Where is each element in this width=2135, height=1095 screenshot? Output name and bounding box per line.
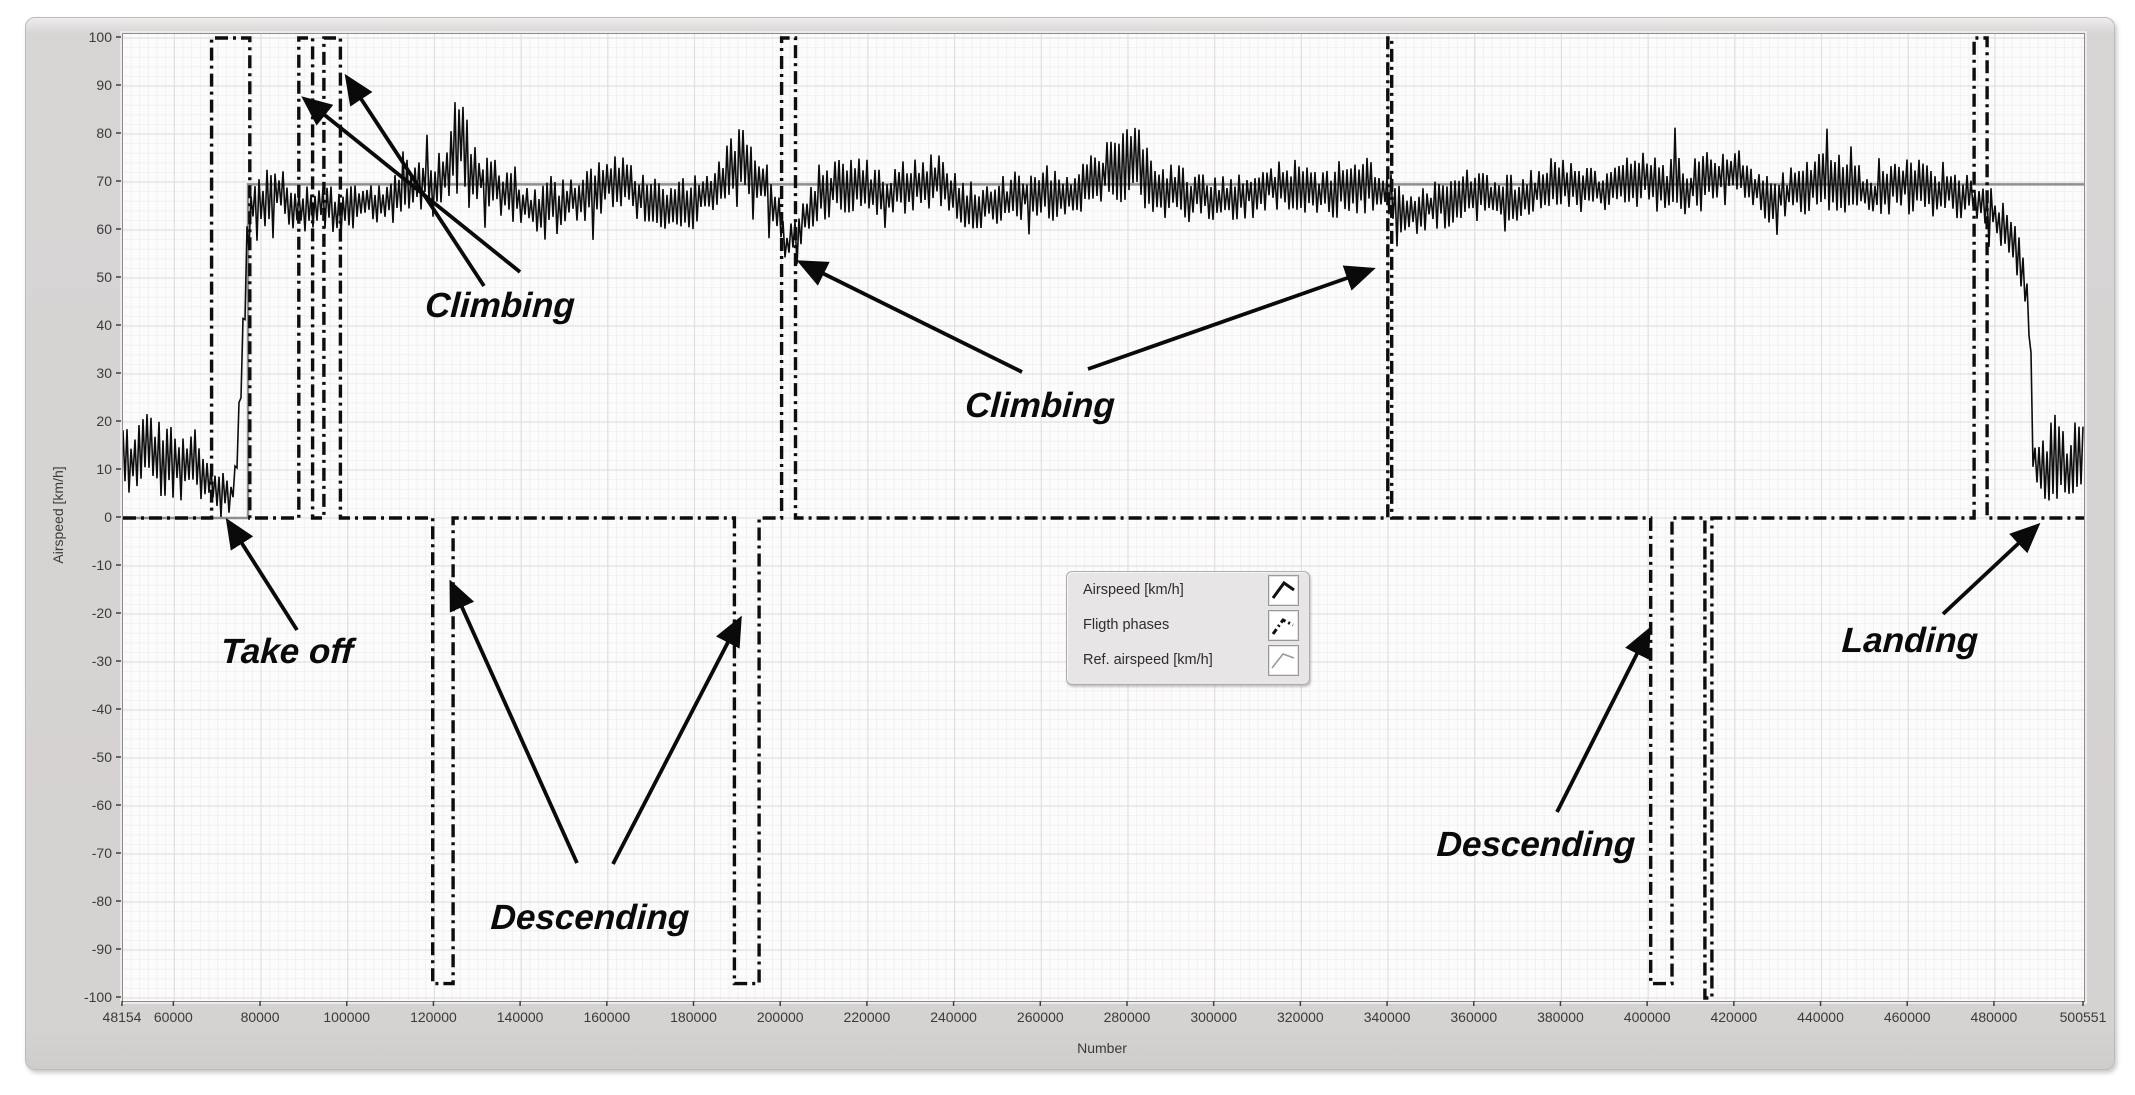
y-tick-label: -70 bbox=[91, 845, 112, 861]
x-tick-label: 280000 bbox=[1103, 1009, 1151, 1025]
y-tick-label: -20 bbox=[91, 605, 112, 621]
y-tick-label: 30 bbox=[96, 365, 112, 381]
y-tick-label: -30 bbox=[91, 653, 112, 669]
x-tick-label: 120000 bbox=[410, 1009, 457, 1025]
x-tick-label: 460000 bbox=[1883, 1009, 1931, 1025]
x-tick-label: 300000 bbox=[1190, 1009, 1238, 1025]
x-tick-label: 140000 bbox=[496, 1009, 544, 1025]
y-tick-label: 90 bbox=[96, 77, 112, 93]
y-tick-label: 40 bbox=[96, 317, 112, 333]
annotation-label-descending: Descending bbox=[1435, 825, 1637, 864]
flight-phases-line-icon[interactable] bbox=[1268, 610, 1299, 641]
x-tick-label: 160000 bbox=[583, 1009, 631, 1025]
x-axis-title: Number bbox=[1077, 1040, 1127, 1056]
y-tick-label: -60 bbox=[91, 797, 112, 813]
x-tick-label: 48154 bbox=[102, 1009, 142, 1025]
x-tick-label: 240000 bbox=[930, 1009, 977, 1025]
y-tick-label: 20 bbox=[96, 413, 112, 429]
x-tick-label: 420000 bbox=[1710, 1009, 1758, 1025]
x-tick-label: 440000 bbox=[1797, 1009, 1844, 1025]
airspeed-line-icon[interactable] bbox=[1268, 575, 1299, 606]
y-tick-label: -90 bbox=[91, 941, 112, 957]
x-tick-label: 200000 bbox=[756, 1009, 804, 1025]
x-tick-label: 80000 bbox=[240, 1009, 280, 1025]
y-tick-label: -100 bbox=[83, 989, 112, 1005]
annotation-label-climbing: Climbing bbox=[424, 286, 576, 325]
x-tick-label: 220000 bbox=[843, 1009, 891, 1025]
x-tick-label: 180000 bbox=[670, 1009, 717, 1025]
y-tick-label: 50 bbox=[96, 269, 112, 285]
y-tick-label: -10 bbox=[91, 557, 112, 573]
x-tick-label: 260000 bbox=[1016, 1009, 1064, 1025]
y-tick-label: -80 bbox=[91, 893, 112, 909]
plot-legend bbox=[1066, 571, 1310, 685]
annotation-label-landing: Landing bbox=[1840, 621, 1980, 660]
x-tick-label: 480000 bbox=[1970, 1009, 2018, 1025]
x-tick-label: 340000 bbox=[1363, 1009, 1411, 1025]
y-tick-label: 60 bbox=[96, 221, 112, 237]
plot-area bbox=[122, 33, 2085, 1002]
legend-row-flight-phases[interactable] bbox=[1067, 607, 1309, 642]
x-tick-label: 100000 bbox=[323, 1009, 371, 1025]
legend-label-airspeed: Airspeed [km/h] bbox=[1083, 581, 1184, 598]
y-tick-label: -50 bbox=[91, 749, 112, 765]
legend-row-ref-airspeed[interactable] bbox=[1067, 642, 1309, 677]
plot-canvas bbox=[123, 34, 2084, 1001]
annotation-label-take-off: Take off bbox=[219, 632, 355, 671]
x-tick-label: 500551 bbox=[2059, 1009, 2107, 1025]
y-tick-label: 70 bbox=[96, 173, 112, 189]
annotation-label-descending: Descending bbox=[489, 898, 691, 937]
y-tick-label: -40 bbox=[91, 701, 112, 717]
y-tick-label: 0 bbox=[104, 509, 112, 525]
annotation-label-climbing: Climbing bbox=[964, 386, 1116, 425]
x-tick-label: 380000 bbox=[1537, 1009, 1584, 1025]
ref-airspeed-line-icon[interactable] bbox=[1268, 645, 1299, 676]
x-tick-label: 60000 bbox=[153, 1009, 193, 1025]
x-tick-label: 360000 bbox=[1450, 1009, 1498, 1025]
legend-label-ref-airspeed: Ref. airspeed [km/h] bbox=[1083, 651, 1213, 668]
x-tick-label: 320000 bbox=[1277, 1009, 1324, 1025]
legend-label-flight-phases: Fligth phases bbox=[1083, 616, 1170, 633]
y-tick-label: 80 bbox=[96, 125, 112, 141]
x-tick-label: 400000 bbox=[1623, 1009, 1671, 1025]
y-tick-label: 100 bbox=[88, 29, 112, 45]
legend-row-airspeed[interactable] bbox=[1067, 572, 1309, 607]
y-tick-label: 10 bbox=[96, 461, 112, 477]
y-axis-title-text: Airspeed [km/h] bbox=[50, 466, 66, 564]
